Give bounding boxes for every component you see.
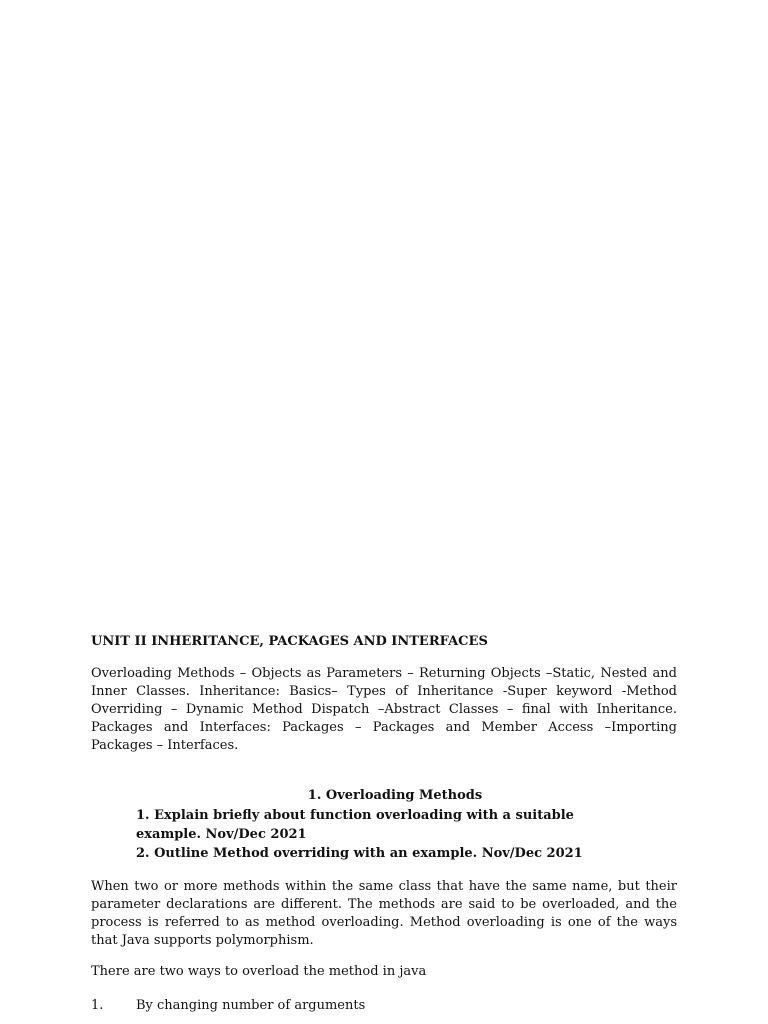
overloading-ways-list xyxy=(91,997,677,1015)
exam-question: 1. Explain briefly about function overloading with a suitable example. Nov/Dec 2021 xyxy=(136,808,574,842)
list-item-number: 1. xyxy=(91,998,104,1013)
exam-questions-list xyxy=(136,806,636,863)
list-item-text: By changing number of arguments xyxy=(136,998,366,1013)
list-item xyxy=(91,997,677,1015)
exam-question: 2. Outline Method overriding with an example. Nov/Dec 2021 xyxy=(136,846,583,861)
unit-title: UNIT II INHERITANCE, PACKAGES AND INTERFACES xyxy=(91,634,488,649)
overloading-definition-paragraph: When two or more methods within the same class that have the same name, but their parameter declarations are different. The methods are said to be overloaded, and the process is referred to as method overloading. Method overloading is one of the ways that Java supports polymorphism. xyxy=(91,879,677,948)
syllabus-paragraph: Overloading Methods – Objects as Parameters – Returning Objects –Static, Nested and Inner Classes. Inheritance: Basics– Types of Inheritance -Super keyword -Method Overriding – Dynamic Method Dispatch –Abstract Classes – final with Inheritance. Packages and Interfaces: Packages – Packages and Member Access –Importing Packages – Interfaces. xyxy=(91,666,677,753)
overloading-ways-intro: There are two ways to overload the method in java xyxy=(91,964,427,979)
section-heading: 1. Overloading Methods xyxy=(307,788,483,803)
